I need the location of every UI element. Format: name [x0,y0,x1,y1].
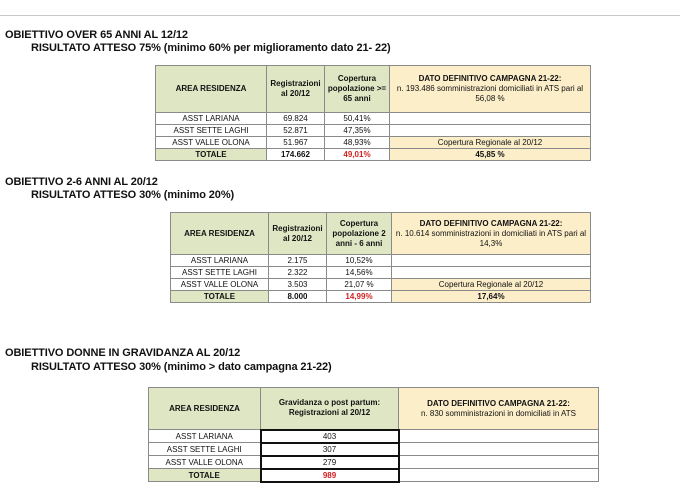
row-copertura: 21,07 % [327,279,392,291]
section-3-title: OBIETTIVO DONNE IN GRAVIDANZA AL 20/12 [5,347,241,359]
total-label: TOTALE [156,149,267,161]
table-row [171,279,591,291]
row-area: ASST SETTE LAGHI [156,125,267,137]
table-over-65 [155,65,591,161]
row-note [399,443,599,456]
row-area: ASST VALLE OLONA [149,456,261,469]
table-row [156,113,591,125]
table-total-row [156,149,591,161]
row-area: ASST LARIANA [171,255,269,267]
total-label: TOTALE [149,469,261,482]
header-area: AREA RESIDENZA [171,213,269,255]
row-copertura: 14,56% [327,267,392,279]
row-note [392,267,591,279]
definitivo-text: n. 193.486 somministrazioni domiciliati in ATS pari al 56,08 % [396,84,584,103]
table-row [156,137,591,149]
row-area: ASST LARIANA [149,430,261,443]
table-row [171,267,591,279]
table-header-row [156,66,591,113]
total-label: TOTALE [171,291,269,303]
row-area: ASST VALLE OLONA [156,137,267,149]
table-2-6-anni [170,212,591,303]
row-note [399,456,599,469]
table-row [149,430,599,443]
header-dato-definitivo [399,388,599,430]
header-copertura: Copertura popolazione >= 65 anni [325,66,390,113]
section-1-subtitle: RISULTATO ATTESO 75% (minimo 60% per miglioramento dato 21- 22) [31,42,391,54]
table-gravidanza [148,387,599,483]
table-row [171,255,591,267]
table-row [156,125,591,137]
row-registrazioni: 279 [261,456,399,469]
row-area: ASST SETTE LAGHI [171,267,269,279]
table-row [149,443,599,456]
section-1-title: OBIETTIVO OVER 65 ANNI AL 12/12 [5,29,188,41]
total-note: 17,64% [392,291,591,303]
header-area: AREA RESIDENZA [149,388,261,430]
header-dato-definitivo [390,66,591,113]
row-note: Copertura Regionale al 20/12 [390,137,591,149]
header-area: AREA RESIDENZA [156,66,267,113]
total-copertura: 49,01% [325,149,390,161]
total-note [399,469,599,482]
total-registrazioni: 989 [261,469,399,482]
section-2-title: OBIETTIVO 2-6 ANNI AL 20/12 [5,176,158,188]
total-registrazioni: 174.662 [267,149,325,161]
row-copertura: 50,41% [325,113,390,125]
row-note [392,255,591,267]
row-copertura: 48,93% [325,137,390,149]
row-copertura: 47,35% [325,125,390,137]
definitivo-title: DATO DEFINITIVO CAMPAGNA 21-22: [419,218,563,228]
header-registrazioni: Gravidanza o post partum: Registrazioni al 20/12 [261,388,399,430]
row-note [399,430,599,443]
header-dato-definitivo [392,213,591,255]
row-registrazioni: 2.322 [269,267,327,279]
section-2-subtitle: RISULTATO ATTESO 30% (minimo 20%) [31,189,235,201]
total-copertura: 14,99% [327,291,392,303]
row-note: Copertura Regionale al 20/12 [392,279,591,291]
total-note: 45,85 % [390,149,591,161]
definitivo-title: DATO DEFINITIVO CAMPAGNA 21-22: [427,398,570,408]
table-total-row [171,291,591,303]
row-registrazioni: 2.175 [269,255,327,267]
row-note [390,113,591,125]
table-total-row [149,469,599,482]
header-copertura: Copertura popolazione 2 anni - 6 anni [327,213,392,255]
row-registrazioni: 307 [261,443,399,456]
row-area: ASST LARIANA [156,113,267,125]
row-registrazioni: 69.824 [267,113,325,125]
row-registrazioni: 52.871 [267,125,325,137]
definitivo-text: n. 830 somministrazioni in domiciliati in ATS [420,408,577,418]
row-note [390,125,591,137]
table-header-row [171,213,591,255]
row-copertura: 10,52% [327,255,392,267]
definitivo-title: DATO DEFINITIVO CAMPAGNA 21-22: [418,74,562,83]
definitivo-text: n. 10.614 somministrazioni in domiciliati in ATS pari al 14,3% [395,228,587,248]
row-area: ASST VALLE OLONA [171,279,269,291]
table-header-row [149,388,599,430]
header-registrazioni: Registrazioni al 20/12 [267,66,325,113]
row-registrazioni: 3.503 [269,279,327,291]
row-area: ASST SETTE LAGHI [149,443,261,456]
row-registrazioni: 403 [261,430,399,443]
total-registrazioni: 8.000 [269,291,327,303]
top-divider [0,15,680,16]
section-3-subtitle: RISULTATO ATTESO 30% (minimo > dato campagna 21-22) [31,361,332,373]
table-row [149,456,599,469]
header-registrazioni: Registrazioni al 20/12 [269,213,327,255]
row-registrazioni: 51.967 [267,137,325,149]
